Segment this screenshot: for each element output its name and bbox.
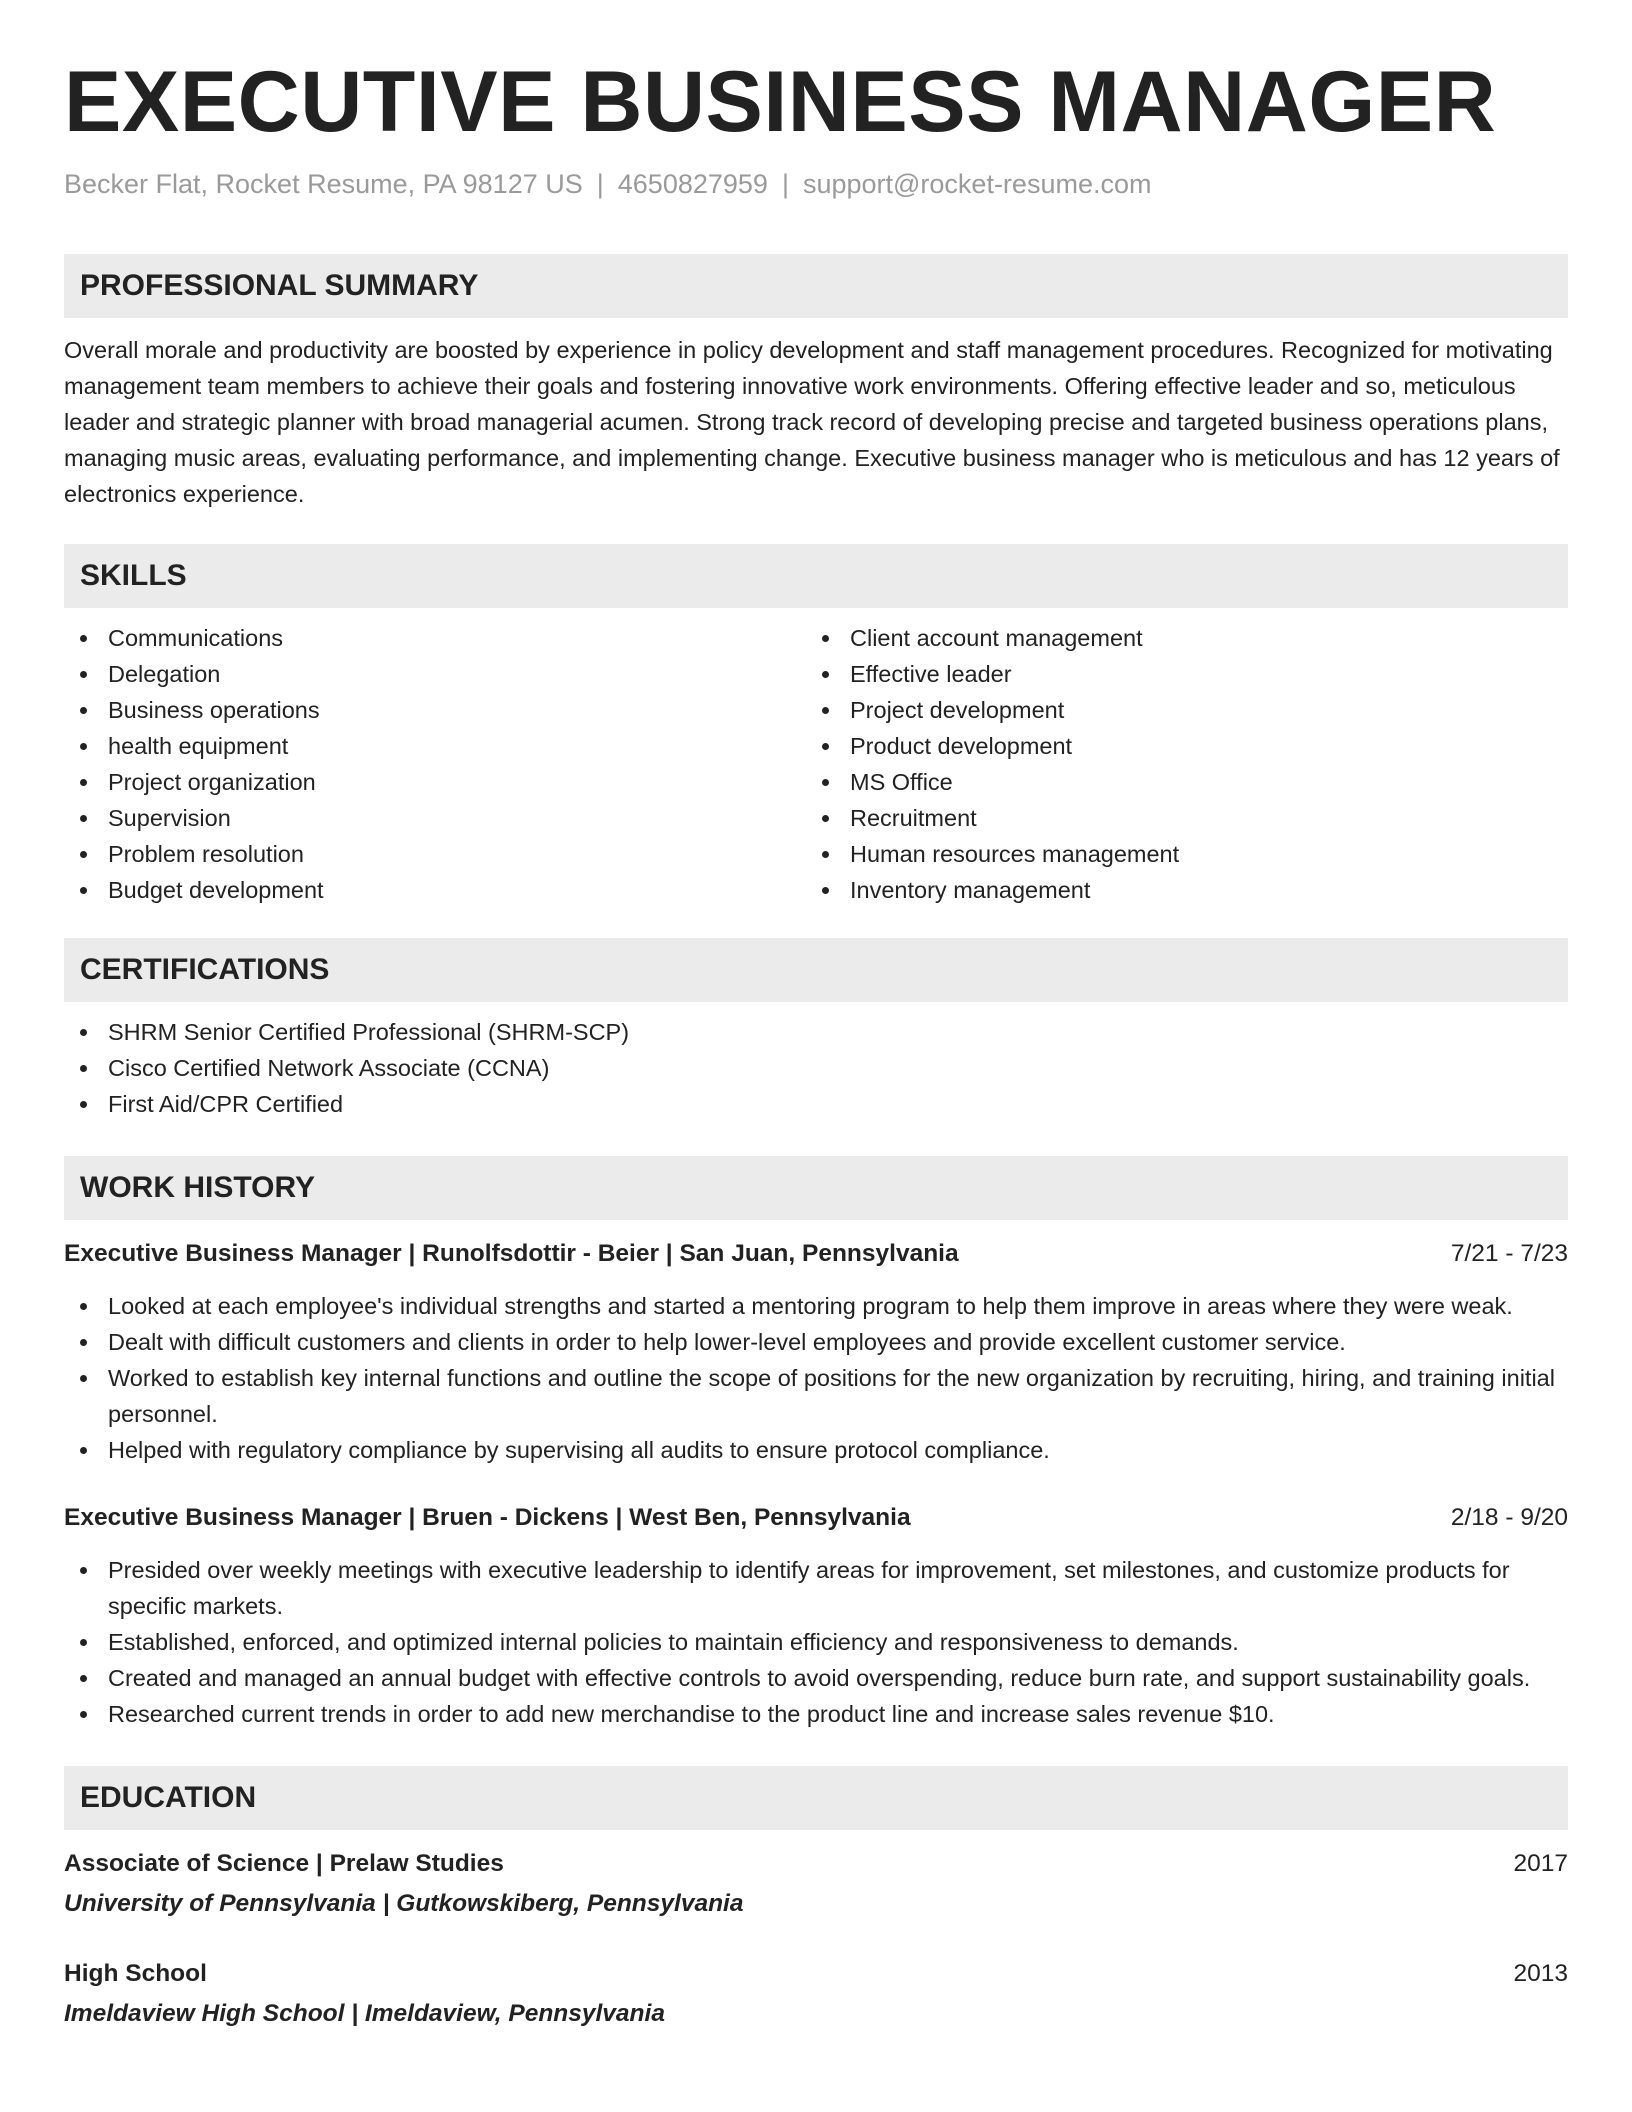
contact-line [64,166,1568,202]
certification-item: Cisco Certified Network Associate (CCNA) [64,1050,1568,1086]
skill-item: Client account management [806,620,1548,656]
certifications-list [64,1014,1568,1122]
job-bullet: Researched current trends in order to add new merchandise to the product line and increase sales revenue $10. [64,1696,1568,1732]
contact-separator: | [781,169,789,199]
skill-item: Communications [64,620,806,656]
contact-separator: | [596,169,604,199]
skill-item: Business operations [64,692,806,728]
skill-item: Budget development [64,872,806,908]
section-header-summary: PROFESSIONAL SUMMARY [64,254,1568,318]
job-title-line: Executive Business Manager | Bruen - Dickens | West Ben, Pennsylvania [64,1504,911,1531]
education-year: 2013 [1513,1960,1568,1987]
job-entry [64,1500,1568,1732]
section-header-skills: SKILLS [64,544,1568,608]
skill-item: Recruitment [806,800,1548,836]
skill-item: Effective leader [806,656,1548,692]
certification-item: SHRM Senior Certified Professional (SHRM-SCP) [64,1014,1568,1050]
education-entry [64,1846,1568,1922]
education-degree: Associate of Science | Prelaw Studies [64,1850,504,1877]
job-bullets [64,1552,1568,1732]
resume-name-title: EXECUTIVE BUSINESS MANAGER [64,54,1497,150]
education-school: Imeldaview High School | Imeldaview, Pennsylvania [64,2000,665,2027]
skill-item: Project organization [64,764,806,800]
skill-item: Delegation [64,656,806,692]
skill-item: health equipment [64,728,806,764]
job-bullet: Created and managed an annual budget with effective controls to avoid overspending, reduce burn rate, and support sustainability goals. [64,1660,1568,1696]
job-entry [64,1236,1568,1468]
skills-list [64,620,1568,908]
skill-item: Project development [806,692,1548,728]
job-bullet: Worked to establish key internal functions and outline the scope of positions for the new organization by recruiting, hiring, and training initial personnel. [64,1360,1568,1432]
job-bullet: Presided over weekly meetings with executive leadership to identify areas for improvement, set milestones, and customize products for specific markets. [64,1552,1568,1624]
certification-item: First Aid/CPR Certified [64,1086,1568,1122]
education-degree: High School [64,1960,207,1987]
education-year: 2017 [1513,1850,1568,1877]
education-header [64,1956,1568,1992]
job-dates: 2/18 - 9/20 [1450,1504,1568,1531]
job-bullet: Established, enforced, and optimized internal policies to maintain efficiency and responsiveness to demands. [64,1624,1568,1660]
section-header-certifications: CERTIFICATIONS [64,938,1568,1002]
skill-item: Supervision [64,800,806,836]
job-title-line: Executive Business Manager | Runolfsdottir - Beier | San Juan, Pennsylvania [64,1240,959,1267]
job-header [64,1236,1568,1272]
contact-address: Becker Flat, Rocket Resume, PA 98127 US [64,169,583,199]
job-dates: 7/21 - 7/23 [1450,1240,1568,1267]
summary-text: Overall morale and productivity are boosted by experience in policy development and staff management procedures. Recognized for motivating management team members to achieve their goals and fostering innovative work environments. Offering effective leader and so, meticulous leader and strategic planner with broad managerial acumen. Strong track record of developing precise and targeted business operations plans, managing music areas, evaluating performance, and implementing change. Executive business manager who is meticulous and has 12 years of electronics experience. [64,337,1560,507]
education-header [64,1846,1568,1882]
skill-item: Product development [806,728,1548,764]
section-header-education: EDUCATION [64,1766,1568,1830]
section-header-work-history: WORK HISTORY [64,1156,1568,1220]
skill-item: Inventory management [806,872,1548,908]
education-entry [64,1956,1568,2032]
job-bullet: Looked at each employee's individual strengths and started a mentoring program to help them improve in areas where they were weak. [64,1288,1568,1324]
job-header [64,1500,1568,1536]
skill-item: Problem resolution [64,836,806,872]
skill-item: MS Office [806,764,1548,800]
education-school: University of Pennsylvania | Gutkowskiberg, Pennsylvania [64,1890,744,1917]
contact-email: support@rocket-resume.com [802,169,1152,199]
skills-column-right [806,620,1548,908]
job-bullets [64,1288,1568,1468]
contact-phone: 4650827959 [617,169,768,199]
job-bullet: Helped with regulatory compliance by supervising all audits to ensure protocol compliance. [64,1432,1568,1468]
job-bullet: Dealt with difficult customers and clients in order to help lower-level employees and provide excellent customer service. [64,1324,1568,1360]
skills-column-left [64,620,806,908]
skill-item: Human resources management [806,836,1548,872]
